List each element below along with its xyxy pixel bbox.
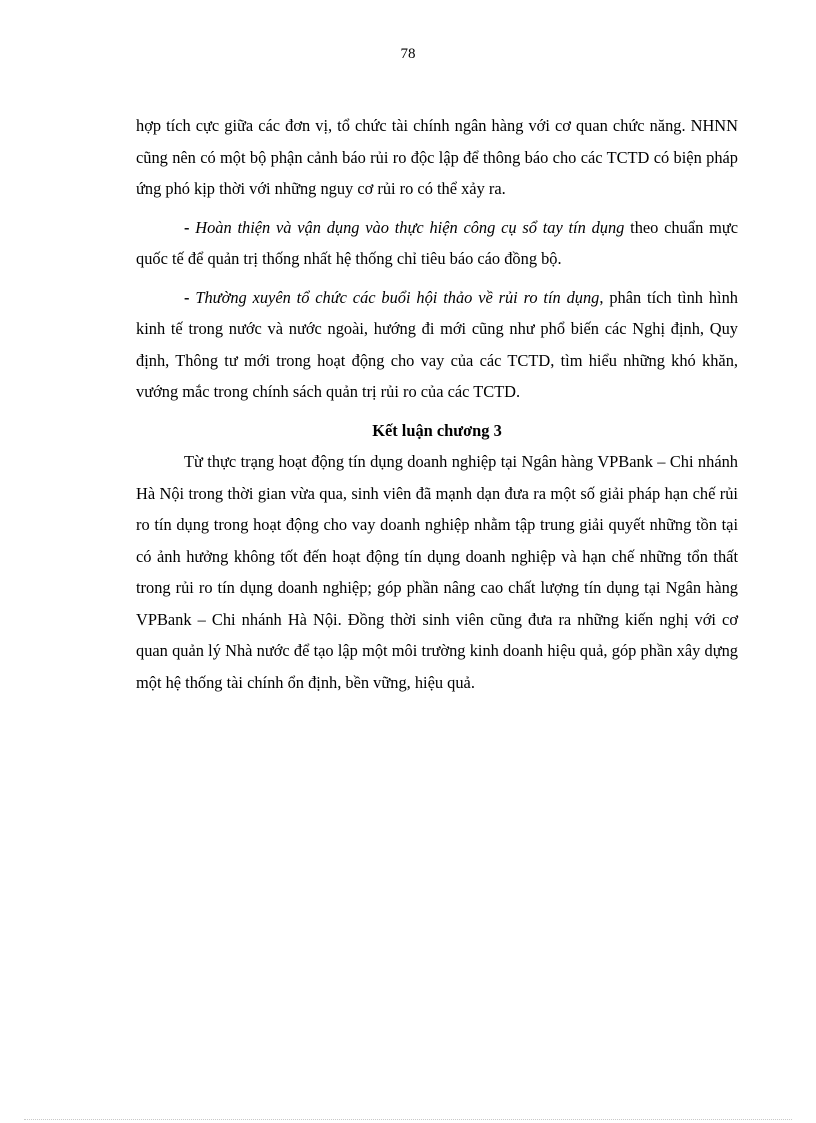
page-number: 78 xyxy=(400,46,416,62)
body-text xyxy=(136,110,738,698)
paragraph-nhnn-warning: hợp tích cực giữa các đơn vị, tổ chức tài chính ngân hàng với cơ quan chức năng. NHNN cũng nên có một bộ phận cảnh báo rủi ro độc lập để thông báo cho các TCTD có biện pháp ứng phó kịp thời với những nguy cơ rủi ro có thể xảy ra. xyxy=(136,116,738,198)
bullet-dash: - xyxy=(184,217,190,237)
paragraph-credit-handbook-rest: theo chuẩn mực quốc tế để quản trị thống nhất hệ thống chỉ tiêu báo cáo đồng bộ. xyxy=(136,217,738,268)
paragraph-workshops-rest: , phân tích tình hình kinh tế trong nước và nước ngoài, hướng đi mới cũng như phổ biến các Nghị định, Quy định, Thông tư mới trong hoạt động cho vay của các TCTD, tìm hiểu những khó khăn, vướng mắc trong chính sách quản trị rủi ro của các TCTD. xyxy=(136,287,738,401)
bullet-dash: - xyxy=(184,287,190,307)
italic-phrase-credit-handbook: Hoàn thiện và vận dụng vào thực hiện công cụ sổ tay tín dụng xyxy=(195,217,625,237)
paragraph-workshops xyxy=(136,282,738,408)
italic-phrase-workshops: Thường xuyên tổ chức các buổi hội thảo về rủi ro tín dụng xyxy=(195,287,600,307)
paragraph-credit-handbook xyxy=(136,212,738,275)
paragraph-chapter-conclusion: Từ thực trạng hoạt động tín dụng doanh nghiệp tại Ngân hàng VPBank – Chi nhánh Hà Nội trong thời gian vừa qua, sinh viên đã mạnh dạn đưa ra một số giải pháp hạn chế rủi ro tín dụng trong hoạt động cho vay doanh nghiệp nhằm tập trung giải quyết những tồn tại có ảnh hưởng không tốt đến hoạt động tín dụng doanh nghiệp và hạn chế những tổn thất trong rủi ro tín dụng doanh nghiệp; góp phần nâng cao chất lượng tín dụng tại Ngân hàng VPBank – Chi nhánh Hà Nội. Đồng thời sinh viên cũng đưa ra những kiến nghị với cơ quan quản lý Nhà nước để tạo lập một môi trường kinh doanh hiệu quả, góp phần xây dựng một hệ thống tài chính ổn định, bền vững, hiệu quả. xyxy=(136,452,738,692)
section-heading: Kết luận chương 3 xyxy=(372,420,502,440)
page-bottom-divider xyxy=(24,1119,792,1120)
